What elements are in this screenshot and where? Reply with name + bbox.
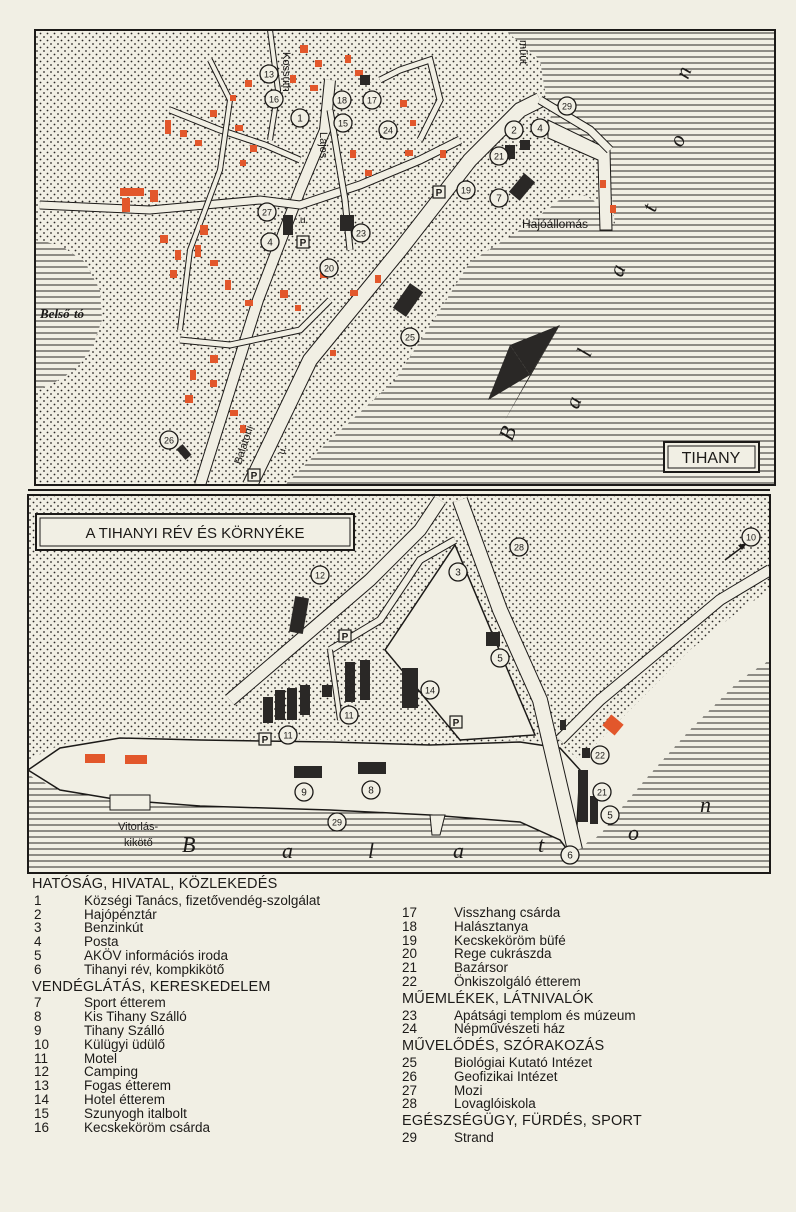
- legend-item-label: Biológiai Kutató Intézet: [454, 1054, 593, 1070]
- legend-item-number: 4: [34, 934, 42, 950]
- bottom-marker-29: [328, 813, 346, 831]
- parking-icon: [450, 716, 462, 729]
- svg-text:n: n: [669, 62, 697, 82]
- legend-item-label: Külügyi üdülő: [84, 1036, 166, 1052]
- legend-item-number: 11: [34, 1050, 49, 1066]
- legend-item: [402, 920, 782, 934]
- top-marker-4: [261, 233, 279, 251]
- bottom-marker-9: [295, 783, 313, 801]
- legend-item-label: Visszhang csárda: [454, 905, 561, 920]
- legend-right: [402, 906, 782, 1149]
- legend-item: [32, 963, 402, 977]
- legend-item-number: 20: [402, 946, 418, 962]
- top-marker-25: [401, 328, 419, 346]
- svg-text:o: o: [628, 820, 639, 845]
- bottom-marker-5: [491, 649, 509, 667]
- legend-item-number: 29: [402, 1129, 418, 1145]
- top-marker-13: [260, 65, 278, 83]
- top-marker-19-label: 19: [460, 185, 472, 196]
- legend-section: [32, 978, 402, 1135]
- top-marker-29-label: 29: [561, 101, 573, 112]
- top-marker-16-label: 16: [268, 94, 280, 105]
- legend-item-label: Fogas étterem: [84, 1078, 172, 1094]
- svg-text:t: t: [636, 200, 662, 215]
- top-marker-16: [265, 90, 283, 108]
- top-marker-27-label: 27: [261, 207, 273, 218]
- legend-item-number: 28: [402, 1096, 418, 1112]
- legend-item-number: 8: [34, 1009, 42, 1025]
- legend-item-label: Geofizikai Intézet: [454, 1068, 558, 1084]
- top-marker-18-label: 18: [336, 95, 348, 106]
- top-marker-23-label: 23: [355, 228, 367, 239]
- legend-section: [402, 1115, 782, 1145]
- bottom-marker-11-label: 11: [283, 730, 293, 741]
- top-marker-1-label: 1: [297, 113, 303, 125]
- legend-item-number: 2: [34, 906, 42, 922]
- legend-item-label: Hajópénztár: [84, 906, 157, 922]
- top-marker-26: [160, 431, 178, 449]
- top-marker-29: [558, 97, 576, 115]
- belso-to-label: Belső-tó: [40, 306, 85, 321]
- legend-item-number: 15: [34, 1105, 50, 1121]
- legend-item-number: 3: [34, 920, 42, 936]
- vitorlas-label: Vitorlás-: [118, 821, 159, 833]
- legend-item-label: Lovaglóiskola: [454, 1096, 536, 1112]
- top-marker-2: [505, 121, 523, 139]
- bottom-marker-22-label: 22: [594, 750, 606, 761]
- legend-heading: MŰVELŐDÉS, SZÓRAKOZÁS: [402, 1038, 605, 1055]
- bottom-marker-10: [742, 528, 760, 546]
- legend-item: [402, 947, 782, 961]
- legend-item: [32, 949, 402, 963]
- parking-icon: [339, 630, 351, 643]
- legend-heading: VENDÉGLÁTÁS, KERESKEDELEM: [32, 978, 271, 995]
- bottom-marker-3: [449, 563, 467, 581]
- bottom-marker-9-label: 9: [301, 787, 307, 799]
- top-marker-26-label: 26: [163, 435, 175, 446]
- legend-item: [32, 921, 402, 935]
- legend-item-label: Benzinkút: [84, 920, 144, 936]
- top-marker-13-label: 13: [263, 69, 275, 80]
- top-marker-4-label: 4: [267, 237, 273, 249]
- top-marker-20: [320, 259, 338, 277]
- bottom-marker-8: [362, 781, 380, 799]
- legend-item: [32, 1024, 402, 1038]
- top-marker-25-label: 25: [404, 332, 416, 343]
- legend-item-number: 14: [34, 1091, 50, 1107]
- legend-section: [402, 990, 782, 1037]
- parking-icon-label: P: [299, 238, 307, 249]
- top-marker-4: [531, 119, 549, 137]
- top-marker-23: [352, 224, 370, 242]
- legend-item-number: 12: [34, 1064, 50, 1080]
- legend-item: [402, 934, 782, 948]
- parking-icon-label: P: [341, 632, 349, 643]
- legend-item-label: Kecskeköröm csárda: [84, 1119, 211, 1135]
- bottom-marker-22: [591, 746, 609, 764]
- legend-heading: MŰEMLÉKEK, LÁTNIVALÓK: [402, 990, 594, 1007]
- legend-item-number: 5: [34, 947, 42, 963]
- legend-item-label: Rege cukrászda: [454, 946, 552, 962]
- legend-item: [402, 906, 782, 920]
- bottom-marker-3-label: 3: [455, 567, 461, 579]
- top-marker-1: [291, 109, 309, 127]
- legend-item-label: Tihany Szálló: [84, 1022, 165, 1038]
- svg-text:B: B: [182, 832, 196, 857]
- legend-item-number: 26: [402, 1068, 418, 1084]
- legend-item-number: 18: [402, 918, 418, 934]
- top-marker-27: [258, 203, 276, 221]
- legend-item-label: Strand: [454, 1129, 494, 1145]
- legend-item-number: 27: [402, 1082, 418, 1098]
- parking-icon-label: P: [250, 471, 258, 482]
- legend-item-number: 24: [402, 1021, 418, 1037]
- legend-item-label: Sport étterem: [84, 995, 166, 1011]
- legend-section: [32, 878, 402, 977]
- top-marker-21-label: 21: [493, 151, 505, 162]
- legend-item-label: Camping: [84, 1064, 139, 1080]
- top-marker-7-label: 7: [496, 193, 502, 205]
- u2-label: u.: [276, 444, 290, 456]
- legend-item-label: Szunyogh italbolt: [84, 1105, 187, 1121]
- legend-heading: EGÉSZSÉGÜGY, FÜRDÉS, SPORT: [402, 1113, 642, 1130]
- parking-icon: [259, 733, 271, 746]
- legend-item-label: Tihanyi rév, kompkikötő: [84, 961, 225, 977]
- parking-icon: [297, 236, 309, 249]
- legend-item-label: Halásztanya: [454, 918, 529, 934]
- svg-text:B: B: [493, 422, 522, 444]
- legend-item-number: 17: [402, 905, 418, 920]
- parking-icon: [433, 186, 445, 199]
- parking-icon-label: P: [435, 188, 443, 199]
- legend-item-number: 22: [402, 973, 418, 989]
- top-marker-19: [457, 181, 475, 199]
- bottom-marker-21: [593, 783, 611, 801]
- bottom-marker-12-label: 12: [314, 570, 326, 581]
- legend-item-label: Mozi: [454, 1082, 483, 1098]
- legend-item: [32, 1052, 402, 1066]
- legend-item: [32, 1107, 402, 1121]
- bottom-marker-11: [279, 726, 297, 744]
- top-marker-21: [490, 147, 508, 165]
- top-marker-7: [490, 189, 508, 207]
- top-marker-17-label: 17: [366, 95, 378, 106]
- legend-item-label: Kecskeköröm büfé: [454, 932, 566, 948]
- bottom-marker-14: [421, 681, 439, 699]
- legend-item-number: 1: [34, 892, 42, 908]
- legend-item-label: Önkiszolgáló étterem: [454, 973, 581, 989]
- legend-item-number: 6: [34, 961, 42, 977]
- legend-section: [402, 1040, 782, 1111]
- bottom-map: [28, 495, 770, 873]
- bottom-marker-5-label: 5: [497, 653, 503, 665]
- svg-text:l: l: [571, 345, 597, 360]
- bottom-title: A TIHANYI RÉV ÉS KÖRNYÉKE: [85, 525, 305, 542]
- legend-item-number: 10: [34, 1036, 50, 1052]
- svg-text:l: l: [368, 838, 375, 863]
- legend-item: [32, 908, 402, 922]
- legend-item-number: 13: [34, 1078, 50, 1094]
- legend-item-number: 21: [402, 960, 418, 976]
- top-marker-18: [333, 91, 351, 109]
- svg-text:a: a: [282, 838, 293, 863]
- legend-item: [32, 1093, 402, 1107]
- top-map: [35, 30, 775, 485]
- legend-item: [402, 1009, 782, 1023]
- parking-icon-label: P: [261, 735, 269, 746]
- balatoni-label: Balatoni: [232, 424, 257, 466]
- svg-text:t: t: [538, 832, 545, 857]
- bottom-marker-5-label: 5: [607, 810, 613, 822]
- legend-item: [402, 1056, 782, 1070]
- legend-item: [32, 935, 402, 949]
- legend-item: [402, 1097, 782, 1111]
- legend-item: [32, 1010, 402, 1024]
- top-marker-20-label: 20: [323, 263, 335, 274]
- legend-item: [402, 1070, 782, 1084]
- legend-item: [32, 1065, 402, 1079]
- legend-item: [402, 975, 782, 989]
- legend-item-number: 9: [34, 1022, 42, 1038]
- legend-item-number: 7: [34, 995, 42, 1011]
- legend-item: [32, 894, 402, 908]
- svg-text:a: a: [453, 838, 464, 863]
- bottom-marker-28-label: 28: [513, 542, 525, 553]
- legend-heading: HATÓSÁG, HIVATAL, KÖZLEKEDÉS: [32, 876, 278, 892]
- parking-icon: [248, 469, 260, 482]
- top-marker-24: [379, 121, 397, 139]
- bottom-marker-21-label: 21: [596, 787, 608, 798]
- mut-label: műút: [517, 40, 529, 65]
- legend-item: [402, 1022, 782, 1036]
- svg-text:a: a: [603, 260, 631, 280]
- top-marker-15: [334, 114, 352, 132]
- legend-item-label: Apátsági templom és múzeum: [454, 1007, 636, 1023]
- u-label: u.: [300, 215, 309, 226]
- legend-section: [402, 906, 782, 989]
- bottom-marker-11-label: 11: [344, 710, 354, 721]
- bottom-marker-28: [510, 538, 528, 556]
- legend-item: [32, 1079, 402, 1093]
- legend-item: [402, 1084, 782, 1098]
- top-marker-2-label: 2: [511, 125, 517, 137]
- legend-item: [32, 996, 402, 1010]
- tihany-title-box: [664, 442, 759, 472]
- lajos-label: Lajos: [317, 132, 329, 159]
- bottom-marker-11: [340, 706, 358, 724]
- legend-item: [32, 1038, 402, 1052]
- tihany-title: TIHANY: [681, 450, 741, 467]
- legend-item-label: Községi Tanács, fizetővendég-szolgálat: [84, 892, 321, 908]
- legend-item-number: 25: [402, 1054, 418, 1070]
- bottom-marker-10-label: 10: [745, 532, 757, 543]
- legend-item-label: AKÖV információs iroda: [84, 947, 229, 963]
- bottom-marker-29-label: 29: [331, 817, 343, 828]
- legend-item-label: Bazársor: [454, 960, 509, 976]
- bottom-marker-8-label: 8: [368, 785, 374, 797]
- bottom-title-box: [36, 514, 354, 550]
- kikoto-label: kikötő: [124, 837, 153, 849]
- legend-item-number: 16: [34, 1119, 50, 1135]
- legend-item-number: 23: [402, 1007, 418, 1023]
- kossuth-label: Kossuth: [280, 52, 292, 92]
- svg-text:n: n: [700, 792, 711, 817]
- legend-item: [402, 961, 782, 975]
- legend-item-label: Posta: [84, 934, 119, 950]
- hajoallomas-label: Hajóállomás: [522, 217, 589, 231]
- top-marker-4-label: 4: [537, 123, 543, 135]
- bottom-marker-6-label: 6: [567, 850, 573, 862]
- bottom-marker-12: [311, 566, 329, 584]
- legend-item-label: Hotel étterem: [84, 1091, 166, 1107]
- top-marker-24-label: 24: [382, 125, 394, 136]
- legend-item-label: Népművészeti ház: [454, 1021, 566, 1037]
- legend-item-label: Kis Tihany Szálló: [84, 1009, 187, 1025]
- svg-text:a: a: [559, 392, 587, 412]
- legend-item-label: Motel: [84, 1050, 118, 1066]
- parking-icon-label: P: [452, 718, 460, 729]
- legend-left: [32, 878, 402, 1138]
- bottom-marker-6: [561, 846, 579, 864]
- top-marker-17: [363, 91, 381, 109]
- svg-text:o: o: [663, 130, 691, 150]
- legend-item: [32, 1121, 402, 1135]
- legend-item: [402, 1131, 782, 1145]
- bottom-marker-5: [601, 806, 619, 824]
- legend-item-number: 19: [402, 932, 418, 948]
- top-marker-15-label: 15: [337, 118, 349, 129]
- bottom-marker-14-label: 14: [424, 685, 436, 696]
